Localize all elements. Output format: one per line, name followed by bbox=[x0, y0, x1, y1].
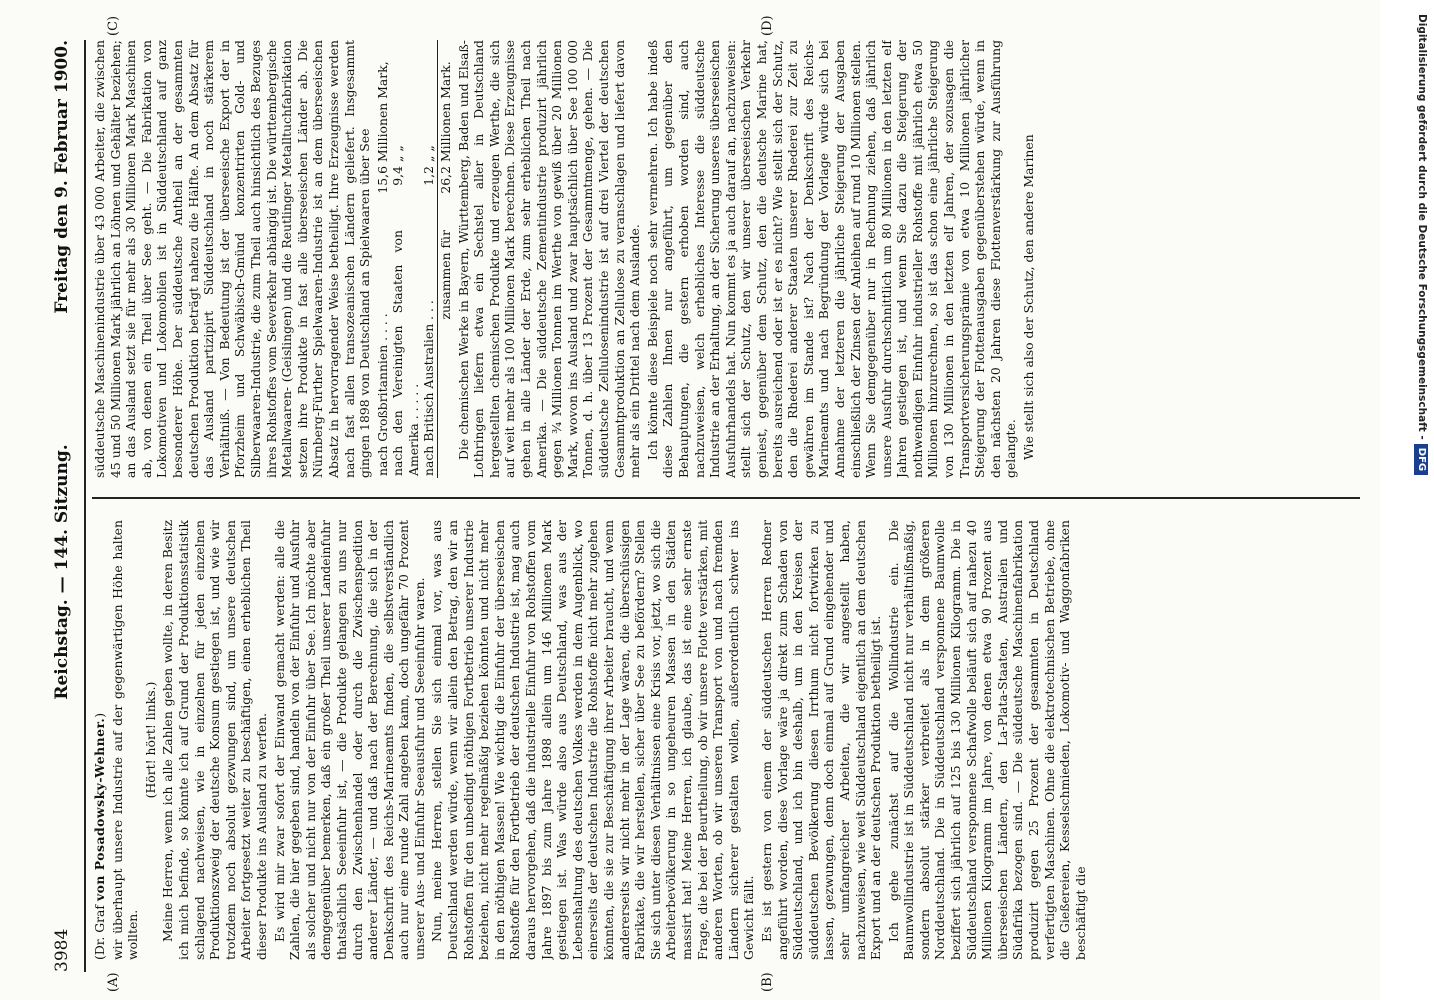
paragraph: Ich gehe zunächst auf die Wollindustrie ein. Die Baumwollindustrie ist in Süddeutschland nicht nur verhältnißmäßig, sondern absolut stärker verbreitet als in dem größeren Norddeutschland. Die in Süddeutschland versponnene Baumwolle beziffert sich jährlich auf 125 bis 130 Millionen Kilogramm. Die in Süddeutschland versponnene Schafwolle beläuft sich auf nahezu 40 Millionen Kilogramm im Jahre, von denen etwa 90 Prozent aus überseeischen Ländern, den La-Plata-Staaten, Australien und Südafrika bezogen sind. — Die süddeutsche Maschinenfabrikation produzirt gegen 25 Prozent der gesammten in Deutschland verfertigten Maschinen. Ohne die elektrotechnischen Betriebe, ohne die Gießereien, Kesselschmieden, Lokomotiv- und Waggonfabriken beschäftigt die bbox=[885, 520, 1088, 960]
table-row bbox=[421, 40, 437, 478]
credit-text: Digitalisierung gefördert durch die Deutsche Forschungsgemeinschaft - bbox=[1416, 14, 1428, 440]
paragraph: Meine Herren, wenn ich alle Zahlen geben wollte, in deren Besitz ich mich befinde, so könnte ich auf Grund der Produktionsstatistik schlagend nachweisen, wie in einzelnen für jeden einzelnen Produktionszweig der deutsche Konsum gestiegen ist, und wie wir trotzdem noch absolut gezwungen sind, um unsere deutschen Arbeiter fortgesetzt weiter zu beschäftigen, einen erheblichen Theil dieser Produkte ins Ausland zu werfen. bbox=[160, 520, 269, 960]
speaker-name: von Posadowsky-Wehner. bbox=[92, 717, 107, 902]
margin-mark-a: (A) bbox=[106, 972, 121, 992]
page-header bbox=[52, 40, 78, 972]
interjection: (Hört! hört! links.) bbox=[142, 681, 158, 799]
table-row bbox=[375, 40, 391, 478]
table-cell-destination: nach Britisch Australien . . . bbox=[421, 300, 437, 476]
digitization-credit bbox=[1410, 0, 1434, 1000]
paragraph: Wie stellt sich also der Schutz, den andere Marinen bbox=[1021, 134, 1037, 460]
margin-mark-d: (D) bbox=[760, 15, 775, 36]
export-table bbox=[375, 40, 454, 478]
table-total-row bbox=[438, 40, 454, 478]
right-column bbox=[92, 40, 1360, 478]
table-cell-value: 1,2 bbox=[421, 166, 437, 186]
paragraph: Es wird mir zwar sofort der Einwand gemacht werden: alle die Zahlen, die hier gegeben sind, handeln von der Einfuhr und Ausfuhr als solcher und nicht nur von der Einfuhr über See. Ich möchte aber demgegenüber bemerken, daß ein großer Theil unserer Landeinfuhr thatsächlich Seeeinfuhr ist, — die Produkte gelangen zu uns nur durch den Zwischenhandel oder durch die Zwischenspedition anderer Länder, — und daß nach der Berechnung, die sich in der Denkschrift des Reichs-Marineamts finden, die selbstverständlich auch nur eine runde Zahl angeben kann, doch ungefähr 70 Prozent unserer Aus- und Einfuhr Seeausfuhr und Seeeinfuhr waren. bbox=[271, 520, 427, 960]
session-title: Reichstag. — 144. Sitzung. bbox=[52, 444, 72, 700]
paragraph: süddeutsche Maschinenindustrie über 43 000 Arbeiter, die zwischen 45 und 50 Millionen Mark jährlich an Löhnen und Gehälter beziehen; an das Ausland setzt sie für mehr als 30 Millionen Mark Maschinen ab, von denen ein Theil über See geht. — Die Fabrikation von Lokomotiven und Lokomobilen ist in Süddeutschland auf ganz besonderer Höhe. Der süddeutsche Antheil an der gesammten deutschen Produktion beträgt nahezu die Hälfte. An dem Absatz für das Ausland partizipirt Süddeutschland in noch stärkerem Verhältniß. — Von Bedeutung ist der überseeische Export der in Pforzheim und Schwäbisch-Gmünd konzentrirten Gold- und Silberwaaren-Industrie, die zum Theil auch hinsichtlich des Bezuges ihres Rohstoffes vom Seeverkehr abhängig ist. Die württembergische Metallwaaren- (Geislingen) und die Reutlinger Metalltuchfabrikation setzen ihre Produkte in fast alle überseeischen Länder ab. Die Nürnberg-Fürther Spielwaaren-Industrie ist an dem überseeischen Absatz in hervorragender Weise betheiligt. Ihre Erzeugnisse werden nach fast allen transozeanischen Ländern geliefert. Insgesammt gingen 1898 von Deutschland an Spielwaaren über See bbox=[92, 40, 373, 478]
table-cell-unit: Millionen Mark. bbox=[438, 61, 454, 162]
table-cell-unit: Millionen Mark, bbox=[374, 61, 390, 162]
page-number: 3984 bbox=[52, 928, 72, 972]
paragraph: Nun, meine Herren, stellen Sie sich einmal vor, was aus Deutschland werden würde, wenn wir allein den Betrag, den wir an Rohstoffen für den unbedingt nöthigen Fortbetrieb unserer Industrie beziehen, nicht mehr regelmäßig beziehen könnten und nicht mehr in den nöthigen Massen! Wie wichtig die Einfuhr der überseeischen Rohstoffe für den Fortbetrieb der deutschen Industrie ist, mag auch daraus hervorgehen, daß die industrielle Einfuhr von Rohstoffen vom Jahre 1897 bis zum Jahre 1898 allein um 146 Millionen Mark gestiegen ist. Was würde also aus Deutschland, was aus der Lebenshaltung des deutschen Volkes werden in dem Augenblick, wo einerseits der deutschen Industrie die Rohstoffe nicht mehr zugehen könnten, die sie zur Beschäftigung ihrer Arbeiter braucht, und wenn andererseits wir nicht mehr in der Lage wären, die überschüssigen Fabrikate, die wir herstellen, sicher über See zu befördern? Stellen Sie sich unter diesen Verhältnissen eine Krisis vor, jetzt, wo sich die Arbeiterbevölkerung in so ungeheuren Massen in den Städten massirt hat! Meine Herren, ich glaube, das ist eine sehr ernste Frage, die bei der Beurtheilung, ob wir unsere Flotte verstärken, mit anderen Worten, ob wir unseren Transport von und nach fremden Ländern sicherer gestalten wollen, außerordentlich schwer ins Gewicht fällt. bbox=[429, 520, 757, 960]
issue-date: Freitag den 9. Februar 1900. bbox=[52, 40, 72, 314]
margin-mark-b: (B) bbox=[760, 972, 775, 992]
table-cell-destination: nach Großbritannien . . . . bbox=[374, 313, 390, 476]
header-rule bbox=[84, 40, 86, 972]
margin-mark-c: (C) bbox=[106, 15, 121, 36]
table-cell-destination: zusammen für bbox=[438, 230, 454, 320]
paragraph: Es ist gestern von einem der süddeutschen Herren Redner angeführt worden, diese Vorlage wäre ja direkt zum Schaden von Süddeutschland, und ich bin deshalb, um in den Kreisen der süddeutschen Bevölkerung diesen Irrthum nicht fortwirken zu lassen, gezwungen, denn doch einmal auf Grund eingehender und sehr umfangreicher Arbeiten, die wir angestellt haben, nachzuweisen, wie weit Süddeutschland eigentlich an dem deutschen Export und an der deutschen Produktion betheiligt ist. bbox=[758, 520, 884, 960]
table-cell-value: 26,2 bbox=[438, 164, 454, 228]
table-cell-unit: „ „ bbox=[421, 145, 437, 162]
paragraph: Ich könnte diese Beispiele noch sehr vermehren. Ich habe indeß diese Zahlen Ihnen nur angeführt, um gegenüber den Behauptungen, die gestern erhoben worden sind, auch nachzuweisen, welch erhebliches Interesse die süddeutsche Industrie an der Erhaltung, an der Sicherung unseres überseeischen Ausfuhrhandels hat. Nun kommt es ja auch darauf an, nachzuweisen: stellt sich der Schutz, den wir unserer überseeischen Verkehr geniest, gegenüber dem Schutz, den die deutsche Marine hat, bereits ausreichend oder ist er es nicht? Wie stellt sich der Schutz, den die Rhederei anderer Staaten unserer Rhederei zur Zeit zu gewähren im Stande ist? Nach der Denkschrift des Reichs-Marineamts und nach Begründung der Vorlage würde sich bei Annahme der letzteren die jährliche Steigerung der Ausgaben einschließlich der Zinsen der Anleihen auf rund 10 Millionen stellen. Wenn Sie demgegenüber nur in Rechnung ziehen, daß jährlich unsere Ausfuhr durchschnittlich um 80 Millionen in den letzten elf Jahren gestiegen ist, und wenn Sie dazu die Steigerung der nothwendigen Einfuhr industrieller Rohstoffe mit jährlich etwa 50 Millionen hinzurechnen, so ist das schon eine jährliche Steigerung von 130 Millionen in den letzten elf Jahren, der sozusagen die Transportversicherungsprämie von etwa 10 Millionen jährlicher Steigerung der Flottenausgaben gegenüberstehen würde, wenn in den nächsten 20 Jahren diese Flottenverstärkung zur Ausführung gelangte. bbox=[644, 40, 1019, 478]
table-cell-value: 15,6 bbox=[374, 166, 390, 194]
column-divider bbox=[92, 497, 1360, 499]
speaker-line: (Dr. Graf von Posadowsky-Wehner.) bbox=[92, 712, 107, 960]
table-cell-value: 9,4 bbox=[390, 166, 406, 186]
table-row bbox=[390, 40, 421, 478]
table-cell-unit: „ „ bbox=[390, 145, 406, 162]
paragraph: Die chemischen Werke in Bayern, Württemberg, Baden und Elsaß-Lothringen liefern etwa ein Sechstel aller in Deutschland hergestellten chemischen Produkte und erzeugen Werthe, die sich auf weit mehr als 100 Millionen Mark berechnen. Diese Erzeugnisse gehen in alle Länder der Erde, zum sehr erheblichen Theil nach Amerika. — Die süddeutsche Zementindustrie produzirt jährlich gegen ¾ Millionen Tonnen im Werthe von gewiß über 20 Millionen Mark, wovon ins Ausland und zwar hauptsächlich über See 100 000 Tonnen, d. h. über 13 Prozent der Gesammtmenge, gehen. — Die süddeutsche Zellulosenindustrie ist auf drei Viertel der deutschen Gesammtproduktion an Zellulose zu veranschlagen und liefert davon mehr als ein Drittel nach dem Auslande. bbox=[455, 40, 643, 478]
left-column bbox=[92, 520, 1360, 960]
dfg-badge: DFG bbox=[1414, 444, 1428, 475]
paragraph: wir überhaupt unsere Industrie auf der gegenwärtigen Höhe halten wollten. bbox=[109, 520, 141, 960]
table-cell-destination: nach den Vereinigten Staaten von Amerika . . . . . bbox=[390, 230, 421, 476]
